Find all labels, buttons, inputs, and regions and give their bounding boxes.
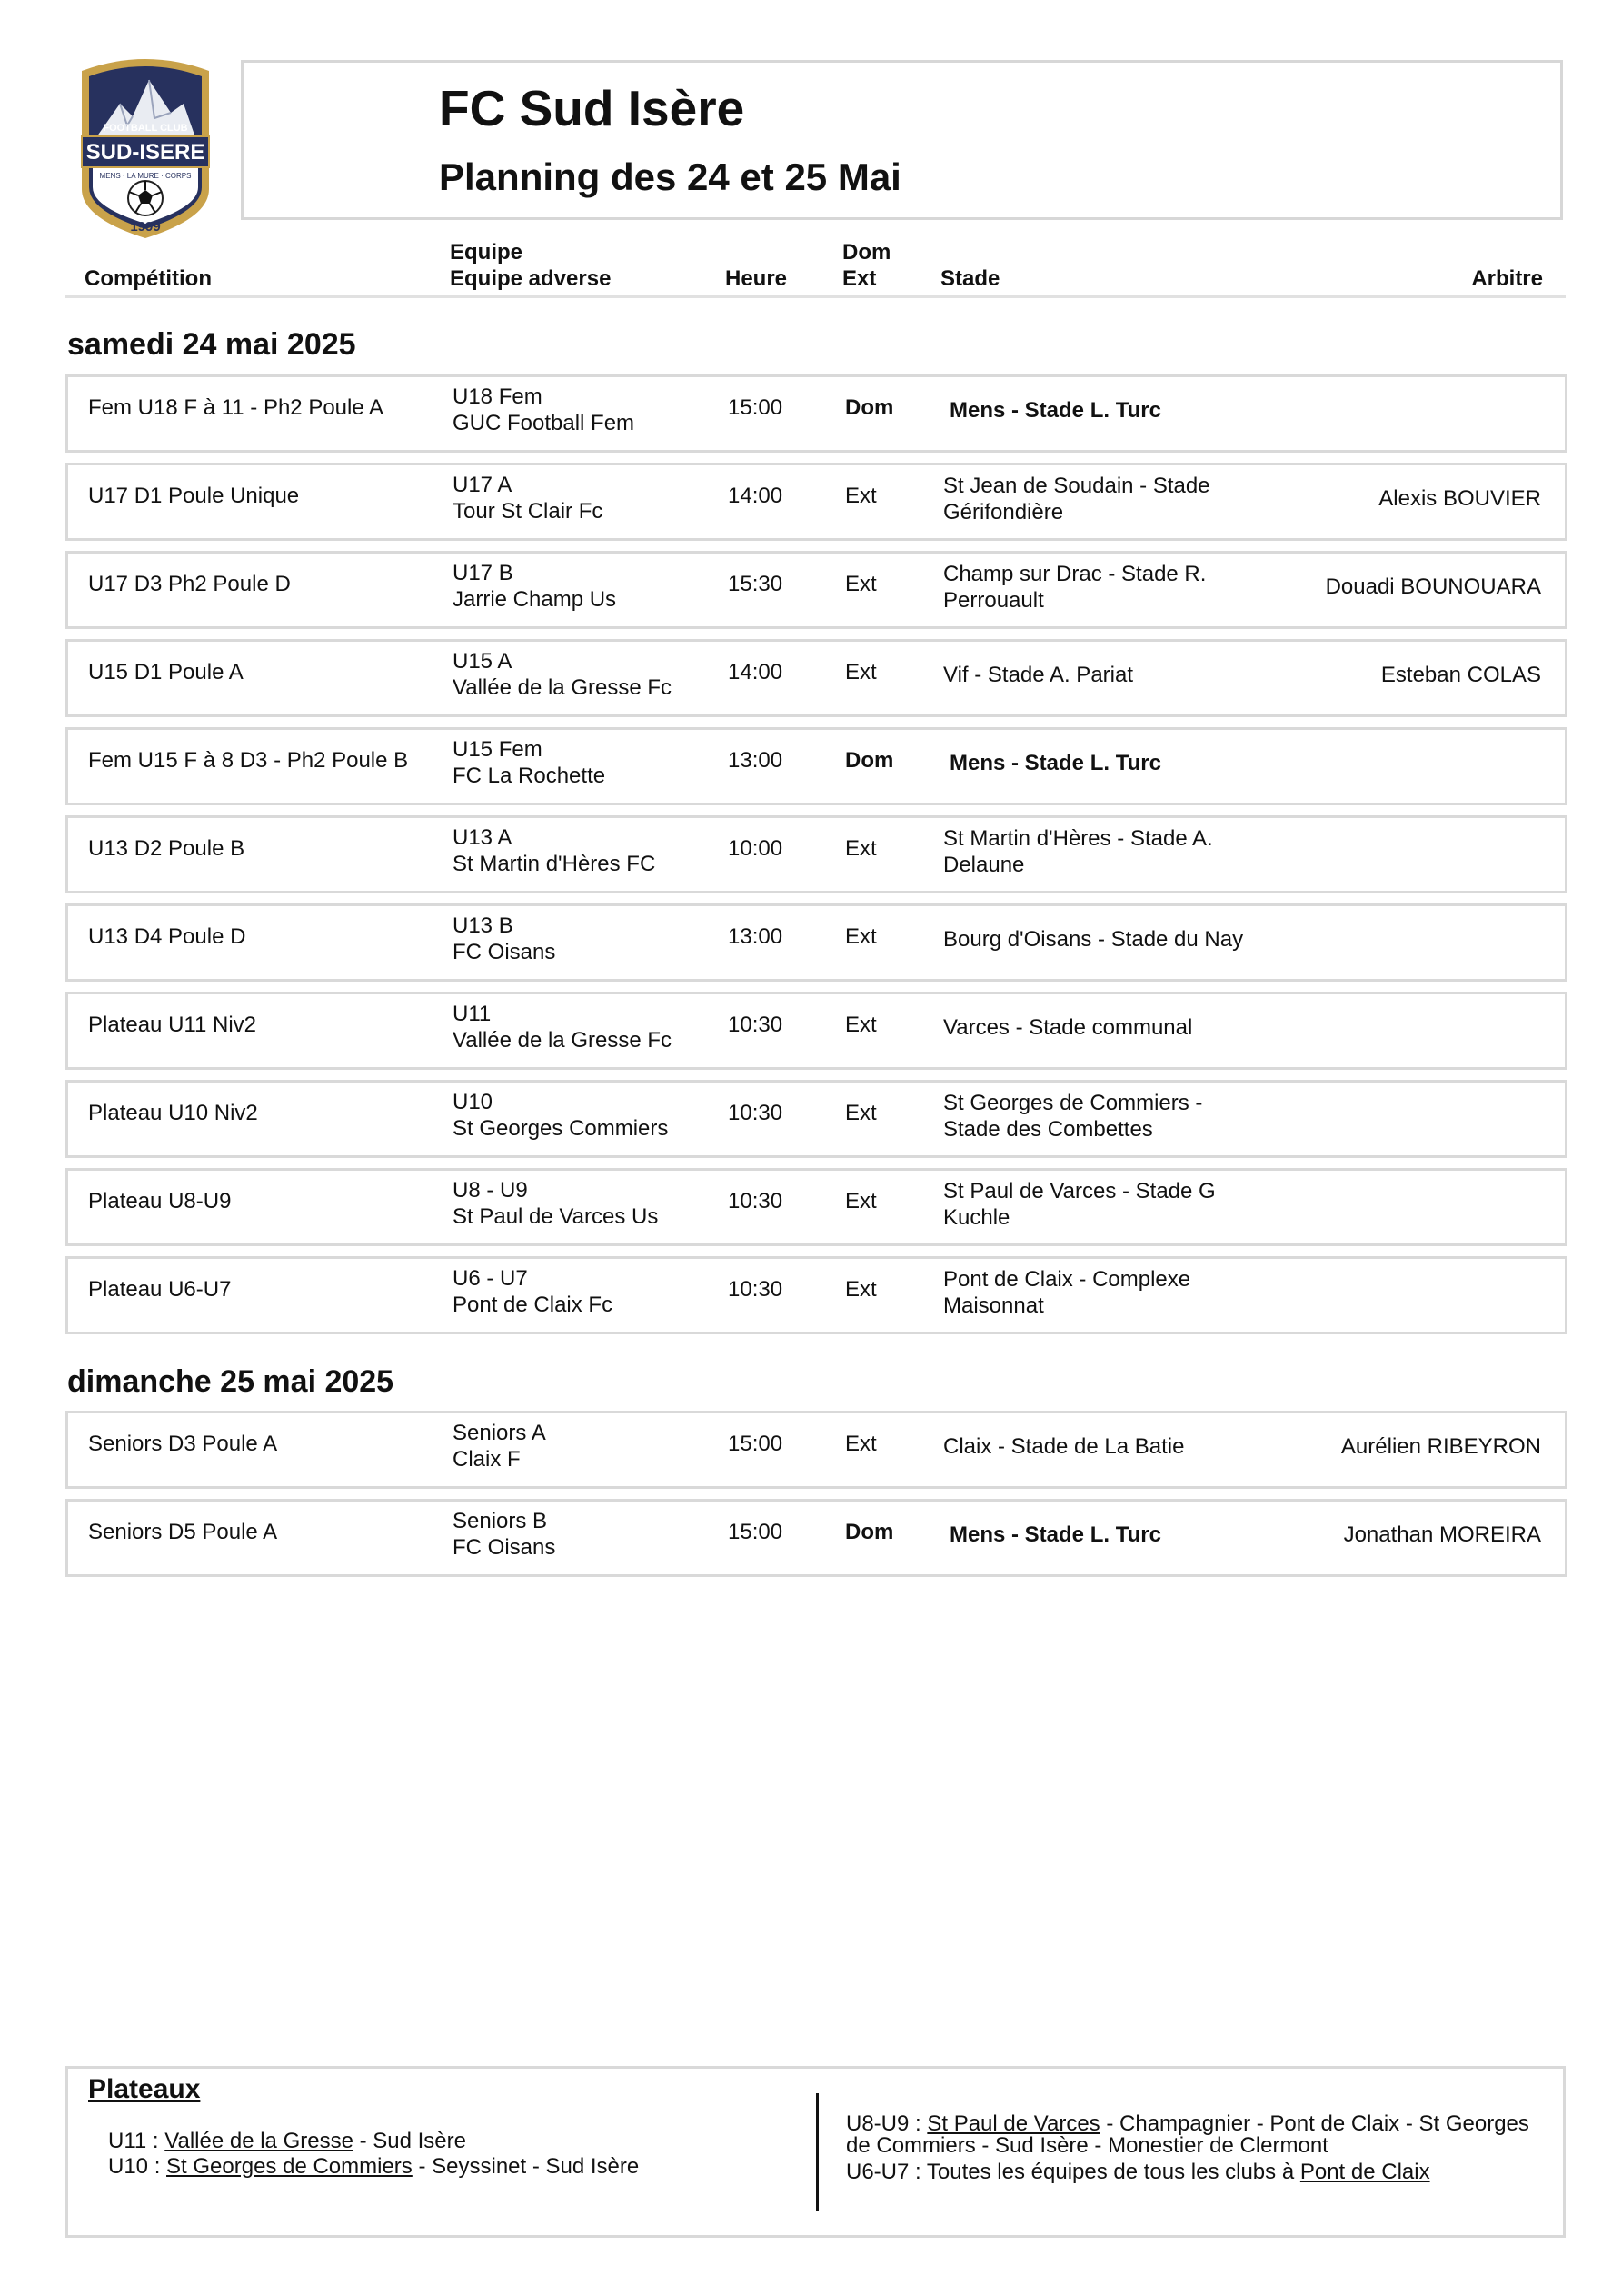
match-stade xyxy=(943,825,1298,878)
match-stade-line: Kuchle xyxy=(943,1205,1010,1230)
day-label: samedi 24 mai 2025 xyxy=(67,327,356,362)
match-heure: 13:00 xyxy=(728,924,783,949)
match-teams xyxy=(453,472,602,524)
match-equipe: U15 Fem xyxy=(453,737,542,762)
match-equipe: U13 A xyxy=(453,825,512,850)
match-domext: Ext xyxy=(845,836,877,861)
logo-text-top: FOOTBALL CLUB xyxy=(103,123,188,134)
match-stade-line: Gérifondière xyxy=(943,500,1064,524)
match-domext: Ext xyxy=(845,1189,877,1213)
match-stade-line: Mens - Stade L. Turc xyxy=(950,751,1161,775)
plateau-u10-venue: St Georges de Commiers xyxy=(166,2154,413,2179)
match-equipe: U10 xyxy=(453,1090,493,1114)
match-domext: Ext xyxy=(845,660,877,684)
match-stade-line: St Georges de Commiers - xyxy=(943,1091,1203,1115)
logo-text-towns: MENS · LA MURE · CORPS xyxy=(99,172,192,180)
match-stade-line: Claix - Stade de La Batie xyxy=(943,1434,1185,1459)
match-stade xyxy=(943,1266,1298,1319)
match-competition: Fem U15 F à 8 D3 - Ph2 Poule B xyxy=(88,748,409,773)
col-stade: Stade xyxy=(940,266,1000,291)
match-heure: 14:00 xyxy=(728,660,783,684)
col-domext xyxy=(842,239,891,292)
match-equipe: U6 - U7 xyxy=(453,1266,528,1291)
match-competition: Plateau U8-U9 xyxy=(88,1189,232,1213)
match-stade xyxy=(943,926,1298,953)
match-heure: 15:00 xyxy=(728,395,783,420)
club-logo xyxy=(76,53,214,240)
match-stade-line: Champ sur Drac - Stade R. xyxy=(943,562,1207,586)
match-teams xyxy=(453,1265,612,1318)
match-stade xyxy=(943,561,1298,614)
match-stade-line: Stade des Combettes xyxy=(943,1117,1153,1142)
match-stade xyxy=(943,662,1298,688)
match-stade xyxy=(943,473,1298,525)
match-heure: 10:00 xyxy=(728,836,783,861)
match-stade-line: St Paul de Varces - Stade G xyxy=(943,1179,1216,1203)
title-box xyxy=(241,60,1563,220)
match-domext: Ext xyxy=(845,1101,877,1125)
match-row xyxy=(65,1411,1567,1489)
match-teams xyxy=(453,1420,546,1472)
match-equipe-adverse: Tour St Clair Fc xyxy=(453,499,603,524)
match-domext: Dom xyxy=(845,395,894,420)
match-domext: Ext xyxy=(845,924,877,949)
match-competition: Plateau U10 Niv2 xyxy=(88,1101,258,1125)
match-heure: 10:30 xyxy=(728,1101,783,1125)
day-label: dimanche 25 mai 2025 xyxy=(67,1364,394,1399)
plateau-u6u7-venue: Pont de Claix xyxy=(1299,2160,1430,2184)
col-equipe-label: Equipe xyxy=(450,240,523,265)
plateau-u11: U11 : Vallée de la Gresse - Sud Isère xyxy=(108,2129,466,2153)
match-teams xyxy=(453,1508,555,1561)
page-subtitle: Planning des 24 et 25 Mai xyxy=(439,155,901,198)
match-equipe: Seniors A xyxy=(453,1421,546,1445)
match-stade-line: Perrouault xyxy=(943,588,1044,613)
match-equipe-adverse: FC Oisans xyxy=(453,1535,556,1560)
match-stade-line: Vif - Stade A. Pariat xyxy=(943,663,1134,687)
match-heure: 10:30 xyxy=(728,1013,783,1037)
match-competition: U13 D4 Poule D xyxy=(88,924,246,949)
col-ext-label: Ext xyxy=(842,266,877,291)
match-row xyxy=(65,463,1567,541)
logo-year: 1999 xyxy=(130,219,161,235)
match-stade-line: Pont de Claix - Complexe xyxy=(943,1267,1191,1292)
match-domext: Ext xyxy=(845,1013,877,1037)
plateau-u8u9: U8-U9 : St Paul de Varces - Champagnier - Pont de Claix - St Georges xyxy=(846,2111,1529,2136)
match-equipe-adverse: FC Oisans xyxy=(453,940,556,964)
match-row xyxy=(65,374,1567,453)
match-competition: Plateau U11 Niv2 xyxy=(88,1013,256,1037)
match-stade xyxy=(950,750,1304,776)
match-equipe-adverse: GUC Football Fem xyxy=(453,411,635,435)
match-stade-line: Delaune xyxy=(943,853,1025,877)
match-row xyxy=(65,639,1567,717)
col-competition: Compétition xyxy=(85,266,212,291)
match-arbitre: Aurélien RIBEYRON xyxy=(1340,1434,1541,1459)
match-stade-line: Mens - Stade L. Turc xyxy=(950,1522,1161,1547)
match-arbitre: Douadi BOUNOUARA xyxy=(1325,574,1541,599)
match-arbitre: Esteban COLAS xyxy=(1380,663,1541,687)
match-competition: Plateau U6-U7 xyxy=(88,1277,232,1302)
match-equipe-adverse: St Martin d'Hères FC xyxy=(453,852,656,876)
match-equipe-adverse: FC La Rochette xyxy=(453,764,606,788)
match-domext: Ext xyxy=(845,572,877,596)
match-heure: 13:00 xyxy=(728,748,783,773)
match-teams xyxy=(453,1089,668,1142)
match-stade-line: St Martin d'Hères - Stade A. xyxy=(943,826,1213,851)
match-stade xyxy=(950,1522,1304,1548)
match-row xyxy=(65,903,1567,982)
match-competition: U13 D2 Poule B xyxy=(88,836,245,861)
col-equipe xyxy=(450,239,611,292)
match-equipe-adverse: Vallée de la Gresse Fc xyxy=(453,675,672,700)
match-heure: 15:00 xyxy=(728,1520,783,1544)
match-stade-line: St Jean de Soudain - Stade xyxy=(943,474,1210,498)
match-row xyxy=(65,1168,1567,1246)
plateau-u8u9-venue: St Paul de Varces xyxy=(927,2111,1100,2136)
match-stade xyxy=(943,1433,1298,1460)
match-domext: Dom xyxy=(845,748,894,773)
col-dom-label: Dom xyxy=(842,240,891,265)
page-title: FC Sud Isère xyxy=(439,80,745,136)
match-row xyxy=(65,1256,1567,1334)
match-stade-line: Varces - Stade communal xyxy=(943,1015,1193,1040)
plateau-u8u9-line2: de Commiers - Sud Isère - Monestier de Clermont xyxy=(846,2133,1328,2158)
match-equipe: U8 - U9 xyxy=(453,1178,528,1203)
match-competition: Seniors D3 Poule A xyxy=(88,1432,278,1456)
match-teams xyxy=(453,648,672,701)
match-equipe: U13 B xyxy=(453,913,513,938)
plateau-u11-venue: Vallée de la Gresse xyxy=(164,2129,353,2153)
match-equipe: U17 A xyxy=(453,473,512,497)
match-teams xyxy=(453,560,616,613)
match-stade-line: Maisonnat xyxy=(943,1293,1044,1318)
match-row xyxy=(65,727,1567,805)
col-heure: Heure xyxy=(725,266,788,291)
match-teams xyxy=(453,1001,672,1053)
match-heure: 15:30 xyxy=(728,572,783,596)
match-equipe-adverse: St Georges Commiers xyxy=(453,1116,669,1141)
col-equipe-adverse-label: Equipe adverse xyxy=(450,266,612,291)
col-arbitre: Arbitre xyxy=(1471,266,1543,291)
match-heure: 15:00 xyxy=(728,1432,783,1456)
match-competition: U17 D1 Poule Unique xyxy=(88,484,300,508)
match-heure: 10:30 xyxy=(728,1189,783,1213)
match-competition: U17 D3 Ph2 Poule D xyxy=(88,572,291,596)
plateaux-title: Plateaux xyxy=(88,2074,201,2104)
match-stade xyxy=(943,1090,1298,1143)
match-domext: Ext xyxy=(845,1277,877,1302)
match-stade xyxy=(950,397,1304,424)
match-heure: 14:00 xyxy=(728,484,783,508)
match-equipe-adverse: Vallée de la Gresse Fc xyxy=(453,1028,672,1053)
match-arbitre: Alexis BOUVIER xyxy=(1378,486,1541,511)
match-competition: Fem U18 F à 11 - Ph2 Poule A xyxy=(88,395,384,420)
match-teams xyxy=(453,736,605,789)
match-equipe: Seniors B xyxy=(453,1509,548,1533)
match-equipe-adverse: Pont de Claix Fc xyxy=(453,1293,613,1317)
match-arbitre: Jonathan MOREIRA xyxy=(1343,1522,1541,1547)
match-domext: Ext xyxy=(845,1432,877,1456)
plateaux-divider xyxy=(816,2093,819,2211)
match-row xyxy=(65,815,1567,893)
match-competition: U15 D1 Poule A xyxy=(88,660,244,684)
plateaux-box xyxy=(65,2066,1566,2238)
match-equipe: U17 B xyxy=(453,561,513,585)
match-teams xyxy=(453,1177,658,1230)
match-domext: Ext xyxy=(845,484,877,508)
match-equipe: U11 xyxy=(453,1002,492,1026)
match-equipe: U15 A xyxy=(453,649,512,674)
match-competition: Seniors D5 Poule A xyxy=(88,1520,278,1544)
match-equipe-adverse: Jarrie Champ Us xyxy=(453,587,617,612)
match-row xyxy=(65,1080,1567,1158)
match-teams xyxy=(453,384,634,436)
match-equipe-adverse: Claix F xyxy=(453,1447,521,1472)
match-row xyxy=(65,1499,1567,1577)
match-stade-line: Bourg d'Oisans - Stade du Nay xyxy=(943,927,1244,952)
match-equipe-adverse: St Paul de Varces Us xyxy=(453,1204,659,1229)
header-divider xyxy=(65,295,1566,298)
match-teams xyxy=(453,824,655,877)
match-row xyxy=(65,551,1567,629)
plateau-u10: U10 : St Georges de Commiers - Seyssinet - Sud Isère xyxy=(108,2154,640,2179)
match-equipe: U18 Fem xyxy=(453,384,542,409)
match-stade xyxy=(943,1178,1298,1231)
match-heure: 10:30 xyxy=(728,1277,783,1302)
match-stade-line: Mens - Stade L. Turc xyxy=(950,398,1161,423)
match-row xyxy=(65,992,1567,1070)
match-domext: Dom xyxy=(845,1520,894,1544)
logo-text-main: SUD-ISERE xyxy=(85,140,205,165)
plateau-u6u7: U6-U7 : Toutes les équipes de tous les clubs à Pont de Claix xyxy=(846,2160,1430,2184)
match-stade xyxy=(943,1014,1298,1041)
match-teams xyxy=(453,913,555,965)
